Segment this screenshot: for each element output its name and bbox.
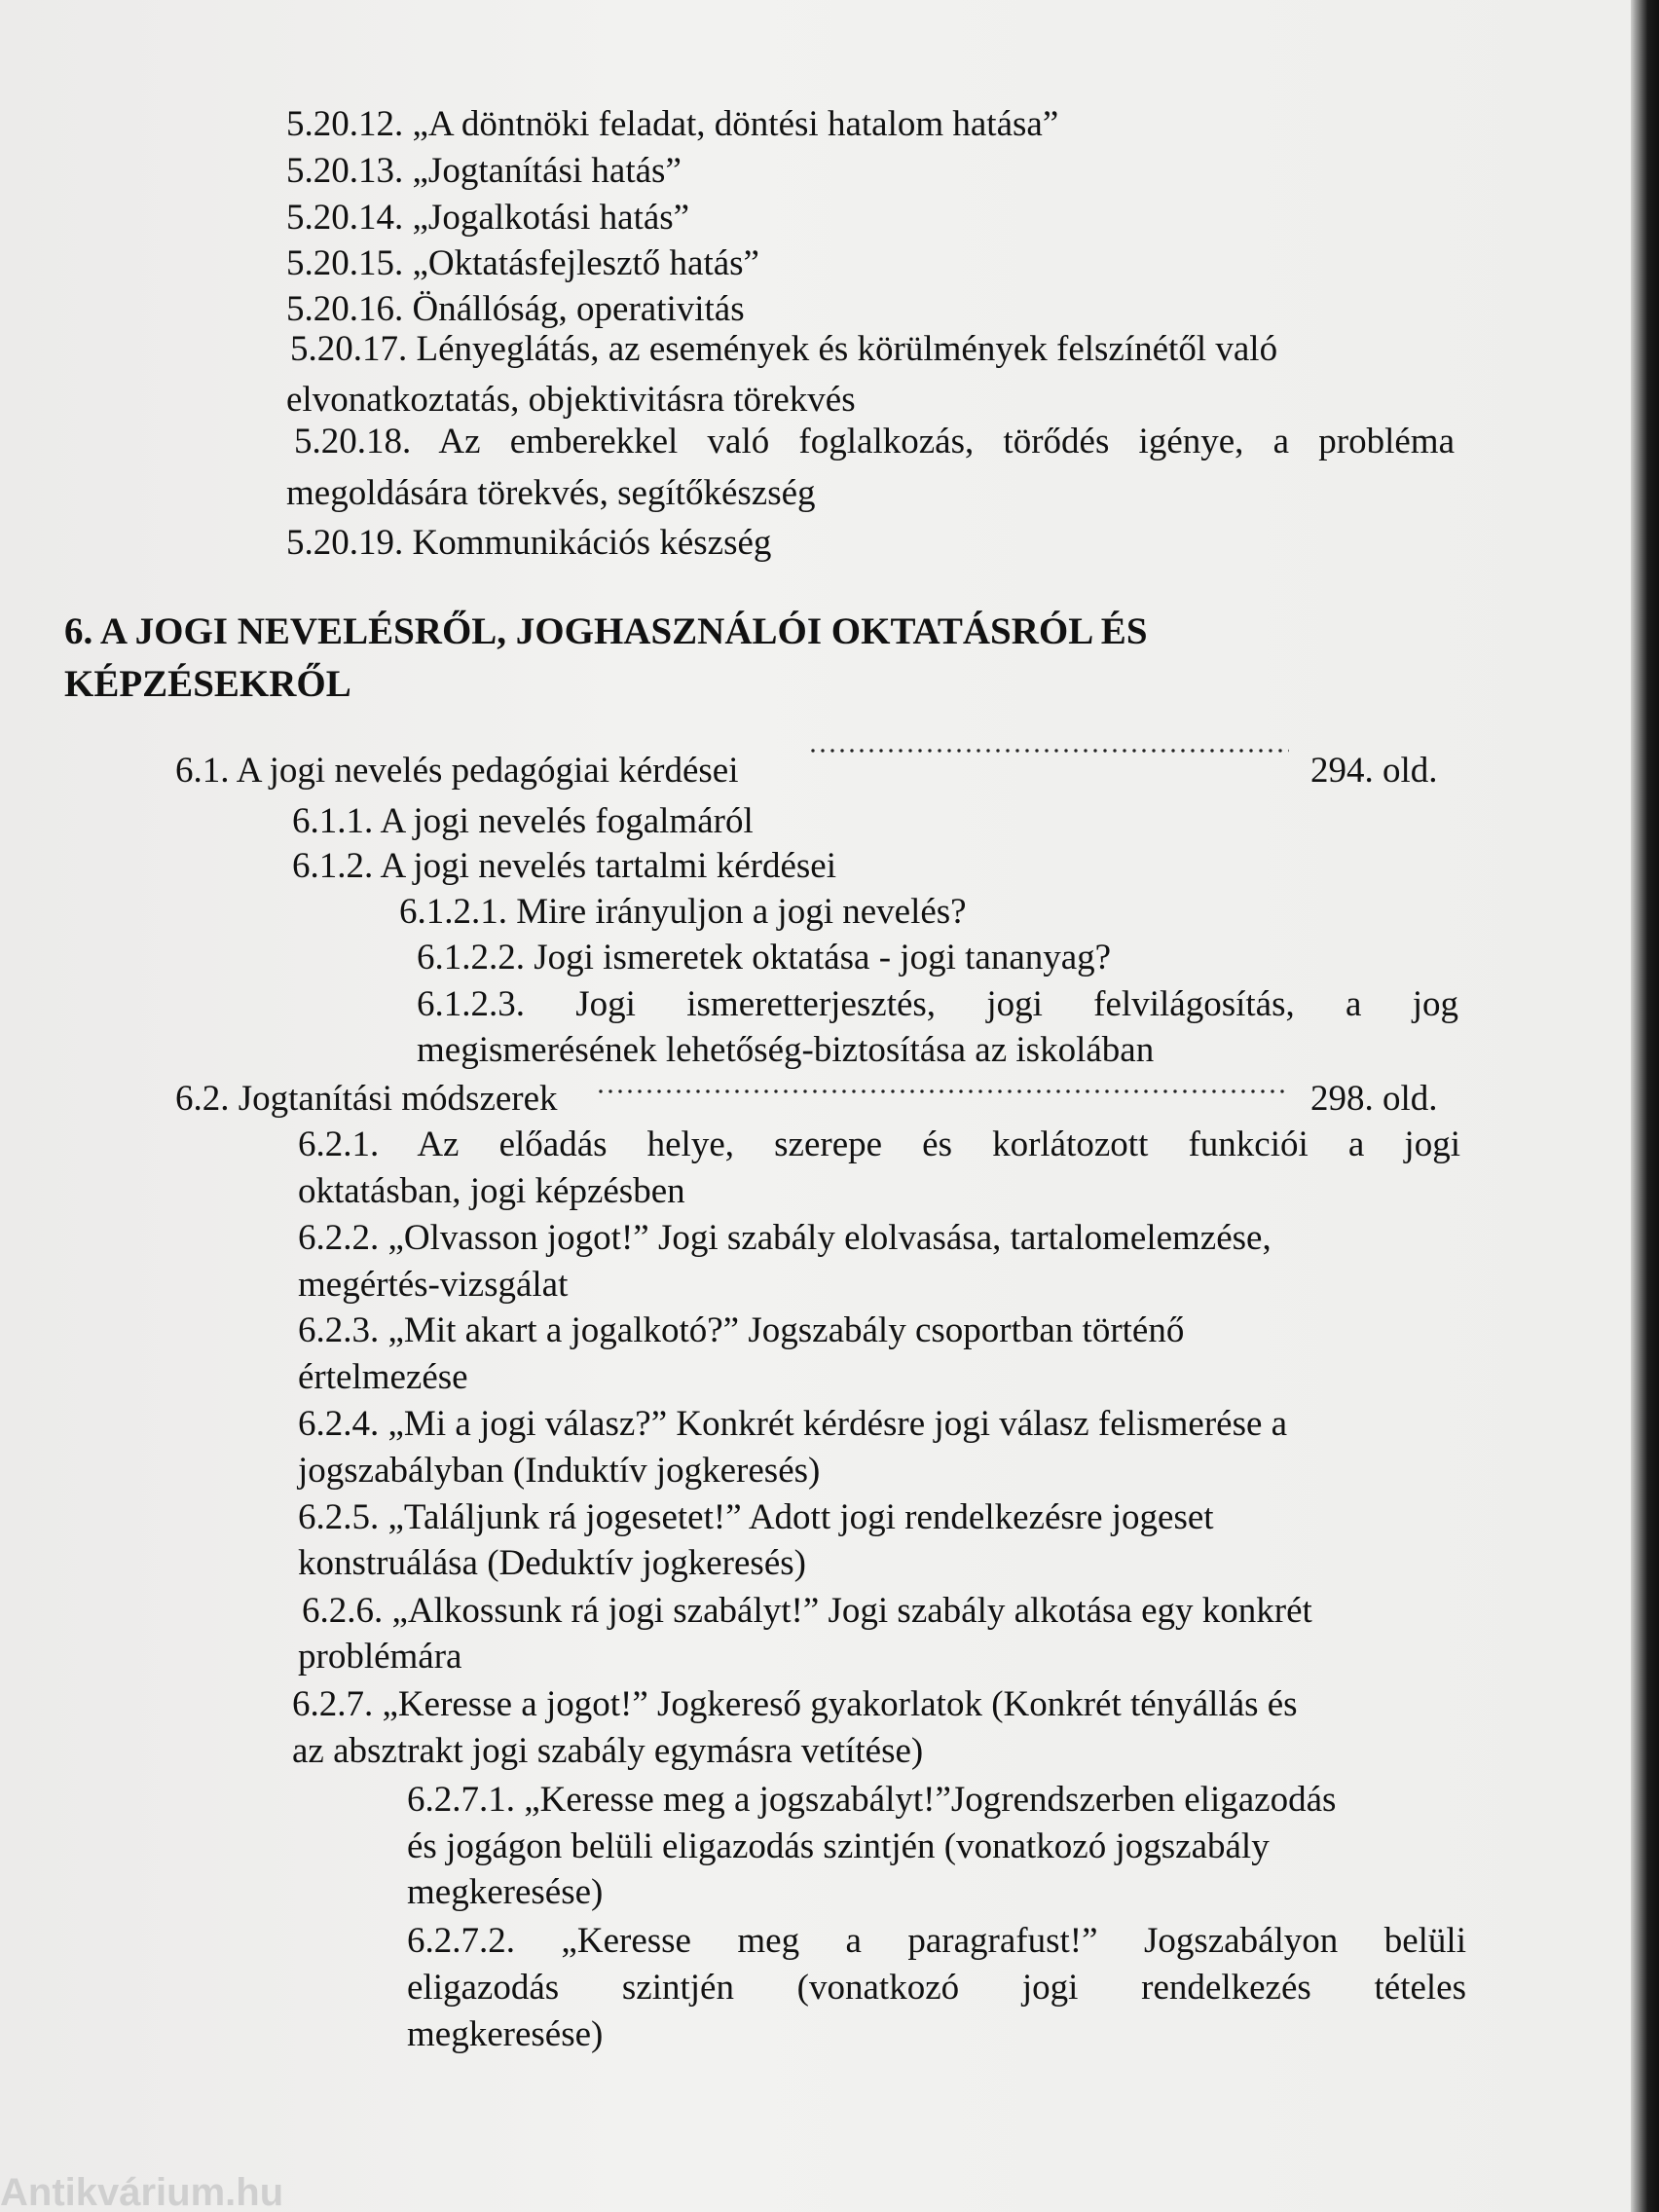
toc-entry-6-1-2-1: 6.1.2.1. Mire irányuljon a jogi nevelés?: [399, 892, 967, 932]
toc-entry-6-2-1: 6.2.1. Az előadás helye, szerepe és korlátozott funkciói a jogi: [298, 1124, 1460, 1164]
toc-entry-6-2-5-cont: konstruálása (Deduktív jogkeresés): [298, 1543, 806, 1583]
chapter-heading-line-1: 6. A JOGI NEVELÉSRŐL, JOGHASZNÁLÓI OKTATÁSRÓL ÉS: [64, 610, 1148, 652]
toc-entry-5-20-18: 5.20.18. Az emberekkel való foglalkozás, törődés igénye, a probléma: [294, 422, 1455, 461]
toc-entry-5-20-18-cont: megoldására törekvés, segítőkészség: [286, 473, 816, 513]
book-spine-edge: [1631, 0, 1659, 2212]
chapter-heading-line-2: KÉPZÉSEKRŐL: [64, 663, 351, 705]
toc-entry-6-2-2-cont: megértés-vizsgálat: [298, 1265, 569, 1305]
toc-entry-6-2-3: 6.2.3. „Mit akart a jogalkotó?” Jogszabály csoportban történő: [298, 1310, 1185, 1350]
toc-entry-6-2-6-cont: problémára: [298, 1637, 462, 1677]
toc-entry-5-20-17-cont: elvonatkoztatás, objektivitásra törekvés: [286, 380, 856, 420]
toc-entry-6-2-7-2-cont-1: eligazodás szintjén (vonatkozó jogi rendelkezés tételes: [407, 1968, 1466, 2008]
toc-entry-5-20-13: 5.20.13. „Jogtanítási hatás”: [286, 151, 682, 191]
toc-entry-5-20-17: 5.20.17. Lényeglátás, az események és körülmények felszínétől való: [290, 329, 1278, 369]
toc-entry-6-2-7: 6.2.7. „Keresse a jogot!” Jogkereső gyakorlatok (Konkrét tényállás és: [292, 1684, 1298, 1724]
toc-entry-5-20-16: 5.20.16. Önállóság, operativitás: [286, 289, 745, 329]
toc-entry-6-2-7-1-cont-1: és jogágon belüli eligazodás szintjén (vonatkozó jogszabály: [407, 1826, 1270, 1866]
toc-entry-6-1-1: 6.1.1. A jogi nevelés fogalmáról: [292, 801, 754, 841]
toc-entry-6-2-3-cont: értelmezése: [298, 1357, 468, 1397]
toc-entry-6-1-2-3-cont: megismerésének lehetőség-biztosítása az iskolában: [417, 1030, 1155, 1070]
toc-entry-6-1-2-2: 6.1.2.2. Jogi ismeretek oktatása - jogi tananyag?: [417, 938, 1112, 977]
toc-entry-6-2-2: 6.2.2. „Olvasson jogot!” Jogi szabály elolvasása, tartalomelemzése,: [298, 1218, 1272, 1258]
dot-leader: [596, 1089, 1285, 1093]
page-number-6-1: 294. old.: [1310, 751, 1438, 791]
toc-entry-6-2-7-1: 6.2.7.1. „Keresse meg a jogszabályt!”Jogrendszerben eligazodás: [407, 1780, 1337, 1820]
toc-section-6-1: 6.1. A jogi nevelés pedagógiai kérdései: [175, 751, 739, 791]
toc-entry-6-2-4: 6.2.4. „Mi a jogi válasz?” Konkrét kérdésre jogi válasz felismerése a: [298, 1404, 1288, 1444]
toc-entry-6-2-5: 6.2.5. „Találjunk rá jogesetet!” Adott jogi rendelkezésre jogeset: [298, 1497, 1214, 1537]
toc-entry-6-2-6: 6.2.6. „Alkossunk rá jogi szabályt!” Jogi szabály alkotása egy konkrét: [302, 1591, 1312, 1631]
toc-entry-5-20-14: 5.20.14. „Jogalkotási hatás”: [286, 198, 690, 238]
toc-entry-5-20-12: 5.20.12. „A döntnöki feladat, döntési hatalom hatása”: [286, 104, 1059, 144]
watermark-text: Antikvárium.hu: [0, 2173, 284, 2212]
toc-entry-5-20-15: 5.20.15. „Oktatásfejlesztő hatás”: [286, 243, 759, 283]
page-number-6-2: 298. old.: [1310, 1079, 1438, 1119]
toc-entry-6-2-7-1-cont-2: megkeresése): [407, 1872, 604, 1912]
toc-entry-6-2-4-cont: jogszabályban (Induktív jogkeresés): [298, 1451, 821, 1491]
toc-entry-6-2-7-2: 6.2.7.2. „Keresse meg a paragrafust!” Jogszabályon belüli: [407, 1921, 1466, 1961]
toc-section-6-2: 6.2. Jogtanítási módszerek: [175, 1079, 558, 1119]
toc-entry-6-2-7-2-cont-2: megkeresése): [407, 2014, 604, 2054]
toc-entry-6-1-2: 6.1.2. A jogi nevelés tartalmi kérdései: [292, 846, 836, 886]
toc-entry-6-2-1-cont: oktatásban, jogi képzésben: [298, 1171, 685, 1211]
toc-entry-6-1-2-3: 6.1.2.3. Jogi ismeretterjesztés, jogi felvilágosítás, a jog: [417, 984, 1458, 1024]
toc-entry-6-2-7-cont: az absztrakt jogi szabály egymásra vetítése): [292, 1731, 924, 1771]
toc-entry-5-20-19: 5.20.19. Kommunikációs készség: [286, 523, 772, 563]
dot-leader: [808, 749, 1289, 753]
